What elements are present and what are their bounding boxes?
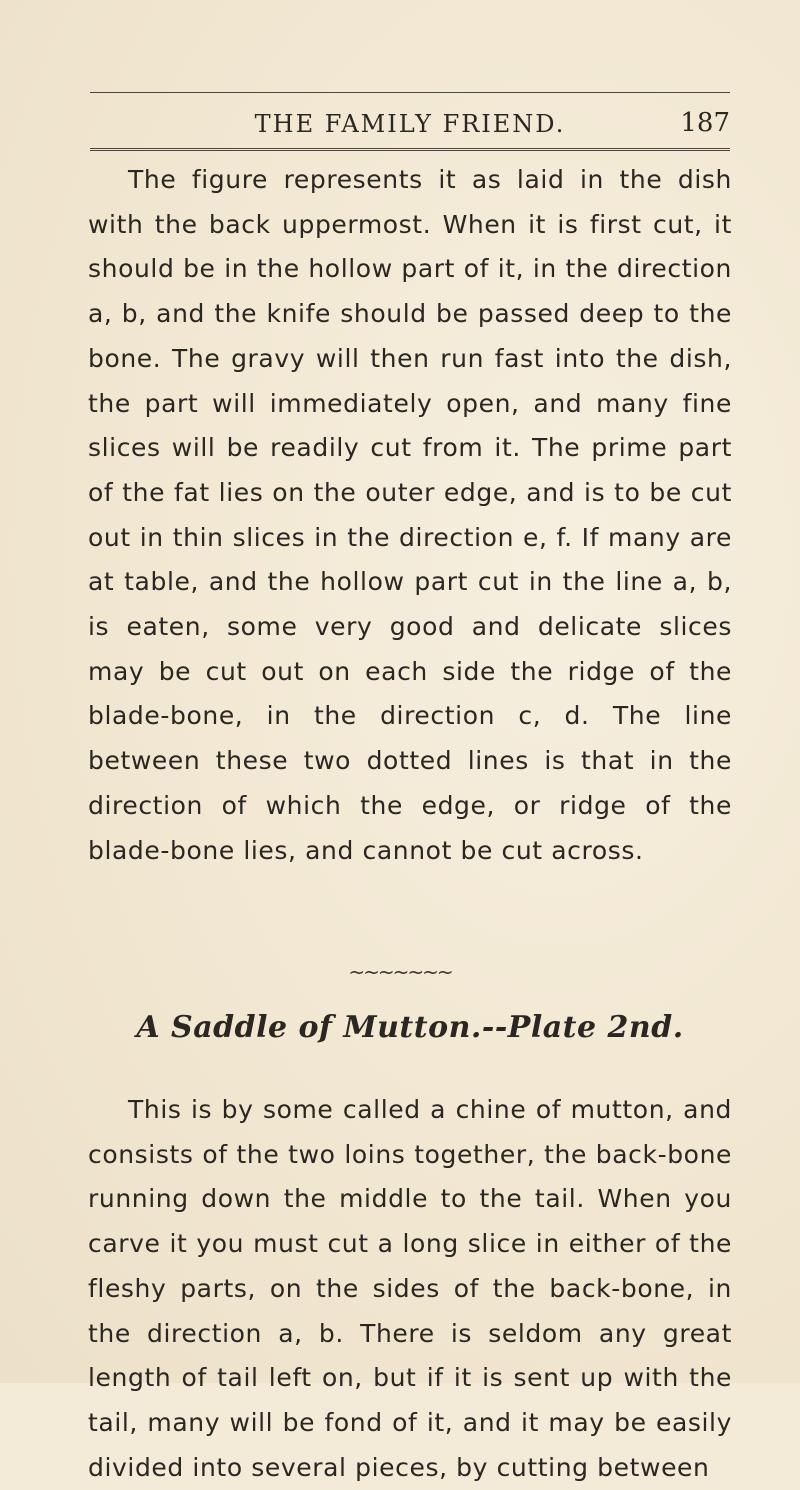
header-rule-top: [90, 92, 730, 93]
paragraph-2: This is by some called a chine of mutton, and consists of the two loins together, the back-bone running down the middle to the tail. When you carve it you must cut a long slice in either of the fleshy parts, on the sides of the back-bone, in the direction a, b. There is seldom any great length of tail left on, but if it is sent up with the tail, many will be fond of it, and it may be easily divided into several pieces, by cutting between: [88, 1095, 732, 1482]
page-header: [90, 108, 730, 142]
running-head: THE FAMILY FRIEND.: [254, 110, 566, 138]
paragraph-1: The figure represents it as laid in the dish with the back uppermost. When it is first cut, it should be in the hollow part of it, in the direction a, b, and the knife should be passed deep to the bone. The gravy will then run fast into the dish, the part will immediately open, and many fine slices will be readily cut from it. The prime part of the fat lies on the outer edge, and is to be cut out in thin slices in the direction e, f. If many are at table, and the hollow part cut in the line a, b, is eaten, some very good and delicate slices may be cut out on each side the ridge of the blade-bone, in the direction c, d. The line between these two dotted lines is that in the direction of which the edge, or ridge of the blade-bone lies, and cannot be cut across.: [88, 165, 732, 865]
header-rule-bottom: [90, 148, 730, 151]
section-heading: A Saddle of Mutton.--Plate 2nd.: [136, 1010, 684, 1045]
section-ornament: ~~~~~~~: [348, 960, 452, 984]
page-number: 187: [680, 108, 730, 138]
